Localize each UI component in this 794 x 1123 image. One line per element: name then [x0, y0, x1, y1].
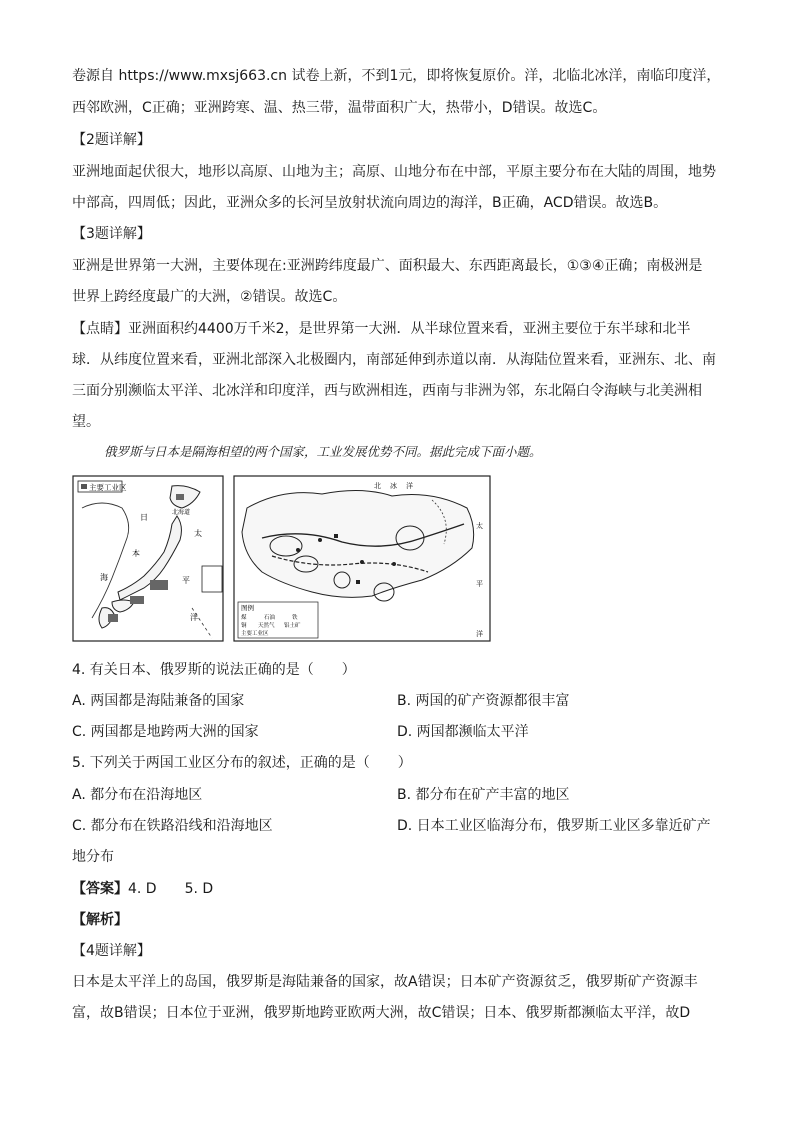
japan-map-label: 本	[132, 549, 140, 558]
japan-legend-label: 主要工业区	[89, 483, 127, 492]
russia-map-label: 洋	[476, 630, 483, 638]
q5-option-b[interactable]: B. 都分布在矿产丰富的地区	[397, 787, 570, 803]
text-line: 中部高，四周低；因此，亚洲众多的长河呈放射状流向周边的海洋，B正确，ACD错误。故选B。	[72, 195, 668, 211]
legend-item: 主要工业区	[241, 631, 269, 637]
question-caption: 俄罗斯与日本是隔海相望的两个国家，工业发展优势不同。据此完成下面小题。	[104, 444, 542, 459]
q5-option-d[interactable]: D. 日本工业区临海分布，俄罗斯工业区多靠近矿产	[397, 818, 711, 834]
text-line: 富，故B错误；日本位于亚洲，俄罗斯地跨亚欧两大洲，故C错误；日本、俄罗斯都濒临太平洋，故D	[72, 1005, 691, 1021]
section-heading: 【4题详解】	[72, 943, 151, 959]
q5-option-a[interactable]: A. 都分布在沿海地区	[72, 787, 203, 803]
answer-label: 【答案】	[72, 881, 128, 897]
q5-option-d-continued: 地分布	[72, 849, 114, 865]
legend-item: 铁	[292, 615, 298, 621]
legend-item: 铝土矿	[284, 623, 301, 629]
japan-map-label: 太	[194, 529, 202, 538]
russia-map-label: 冰	[390, 482, 397, 490]
legend-item: 石油	[264, 615, 276, 621]
legend-item: 铜	[241, 623, 247, 629]
analysis-label: 【解析】	[72, 912, 128, 928]
japan-map-label: 日	[140, 513, 148, 522]
q4-option-b[interactable]: B. 两国的矿产资源都很丰富	[397, 693, 570, 709]
q4-option-a[interactable]: A. 两国都是海陆兼备的国家	[72, 693, 245, 709]
question-5-stem: 5. 下列关于两国工业区分布的叙述，正确的是（ ）	[72, 755, 412, 771]
q4-option-d[interactable]: D. 两国都濒临太平洋	[397, 724, 529, 740]
japan-map-label: 北海道	[172, 509, 191, 516]
text-line: 球．从纬度位置来看，亚洲北部深入北极圈内，南部延伸到赤道以南．从海陆位置来看，亚洲东、北、南	[72, 352, 716, 368]
text-line: 亚洲地面起伏很大，地形以高原、山地为主；高原、山地分布在中部，平原主要分布在大陆的周围，地势	[72, 164, 716, 180]
question-4-stem: 4. 有关日本、俄罗斯的说法正确的是（ ）	[72, 662, 356, 678]
text-line: 亚洲是世界第一大洲，主要体现在:亚洲跨纬度最广、面积最大、东西距离最长，①③④正确；南极洲是	[72, 258, 703, 274]
russia-map-label: 洋	[406, 482, 413, 490]
legend-item: 煤	[241, 615, 247, 621]
section-heading: 【3题详解】	[72, 226, 151, 242]
japan-map-label: 洋	[190, 613, 198, 622]
answer-row	[72, 879, 213, 899]
russia-map-label: 平	[476, 580, 483, 588]
japan-map	[73, 476, 223, 641]
text-line: 卷源自 https://www.mxsj663.cn 试卷上新，不到1元，即将恢复原价。洋，北临北冰洋，南临印度洋，	[72, 68, 721, 84]
answer-value: 4. D 5. D	[128, 881, 214, 897]
text-line: 望。	[72, 414, 100, 430]
q5-option-c[interactable]: C. 都分布在铁路沿线和沿海地区	[72, 818, 273, 834]
text-line: 【点睛】亚洲面积约4400万千米2，是世界第一大洲．从半球位置来看，亚洲主要位于东半球和北半	[72, 321, 691, 337]
japan-map-label: 平	[182, 576, 190, 585]
q4-option-c[interactable]: C. 两国都是地跨两大洲的国家	[72, 724, 259, 740]
legend-item: 天然气	[258, 623, 275, 629]
section-heading: 【2题详解】	[72, 132, 151, 148]
russia-map-label: 太	[476, 522, 483, 530]
legend-title: 图例	[241, 604, 254, 612]
text-line: 日本是太平洋上的岛国，俄罗斯是海陆兼备的国家，故A错误；日本矿产资源贫乏，俄罗斯矿产资源丰	[72, 974, 698, 990]
text-line: 西邻欧洲，C正确；亚洲跨寒、温、热三带，温带面积广大，热带小，D错误。故选C。	[72, 100, 607, 116]
text-line: 世界上跨经度最广的大洲，②错误。故选C。	[72, 289, 347, 305]
text-line: 三面分别濒临太平洋、北冰洋和印度洋，西与欧洲相连，西南与非洲为邻，东北隔白令海峡与北美洲相	[72, 383, 702, 399]
russia-map	[234, 476, 490, 641]
russia-map-label: 北	[374, 482, 381, 490]
japan-map-label: 海	[100, 573, 108, 582]
maps-figure	[72, 468, 492, 644]
